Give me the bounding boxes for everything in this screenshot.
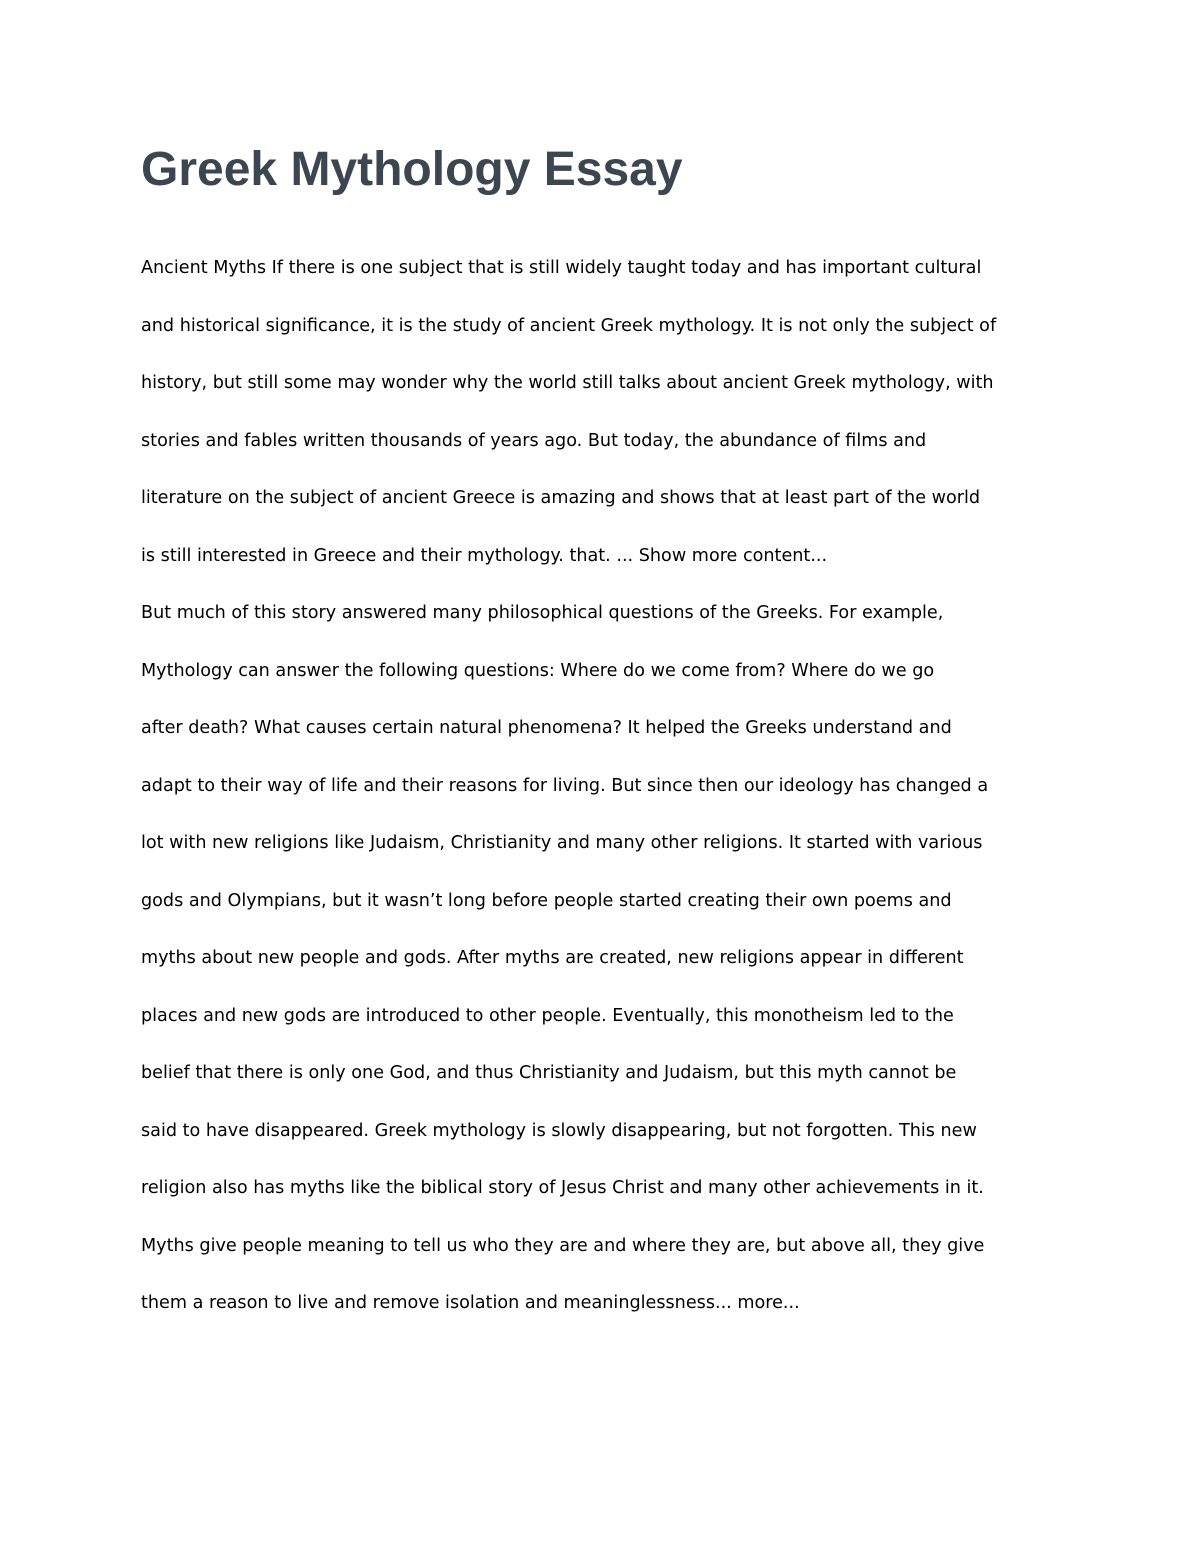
- essay-body: [141, 240, 1081, 1333]
- essay-line: history, but still some may wonder why the world still talks about ancient Greek mythology, with: [141, 373, 994, 393]
- essay-line: after death? What causes certain natural phenomena? It helped the Greeks understand and: [141, 718, 952, 738]
- essay-line: said to have disappeared. Greek mythology is slowly disappearing, but not forgotten. This new: [141, 1120, 977, 1141]
- essay-line: religion also has myths like the biblical story of Jesus Christ and many other achievements in it.: [141, 1178, 984, 1198]
- essay-line: gods and Olympians, but it wasn’t long before people started creating their own poems and: [141, 890, 952, 911]
- essay-line: literature on the subject of ancient Greece is amazing and shows that at least part of the world: [141, 488, 981, 508]
- essay-line: lot with new religions like Judaism, Christianity and many other religions. It started with various: [141, 833, 983, 853]
- document-title: Greek Mythology Essay: [141, 143, 683, 196]
- essay-line: Ancient Myths If there is one subject that is still widely taught today and has important cultural: [141, 258, 982, 278]
- essay-line: adapt to their way of life and their reasons for living. But since then our ideology has changed a: [141, 775, 989, 796]
- essay-line: them a reason to live and remove isolation and meaninglessness... more...: [141, 1293, 800, 1313]
- essay-line: stories and fables written thousands of years ago. But today, the abundance of films and: [141, 430, 927, 451]
- essay-line: Myths give people meaning to tell us who they are and where they are, but above all, they give: [141, 1235, 985, 1256]
- essay-line: belief that there is only one God, and thus Christianity and Judaism, but this myth cannot be: [141, 1063, 957, 1083]
- essay-line: Mythology can answer the following questions: Where do we come from? Where do we go: [141, 660, 935, 681]
- essay-line: myths about new people and gods. After myths are created, new religions appear in different: [141, 948, 964, 968]
- essay-line: and historical significance, it is the study of ancient Greek mythology. It is not only the subject of: [141, 315, 997, 336]
- essay-line: is still interested in Greece and their mythology. that. ... Show more content...: [141, 545, 828, 566]
- essay-line: places and new gods are introduced to other people. Eventually, this monotheism led to the: [141, 1005, 954, 1026]
- essay-line: But much of this story answered many philosophical questions of the Greeks. For example,: [141, 603, 944, 623]
